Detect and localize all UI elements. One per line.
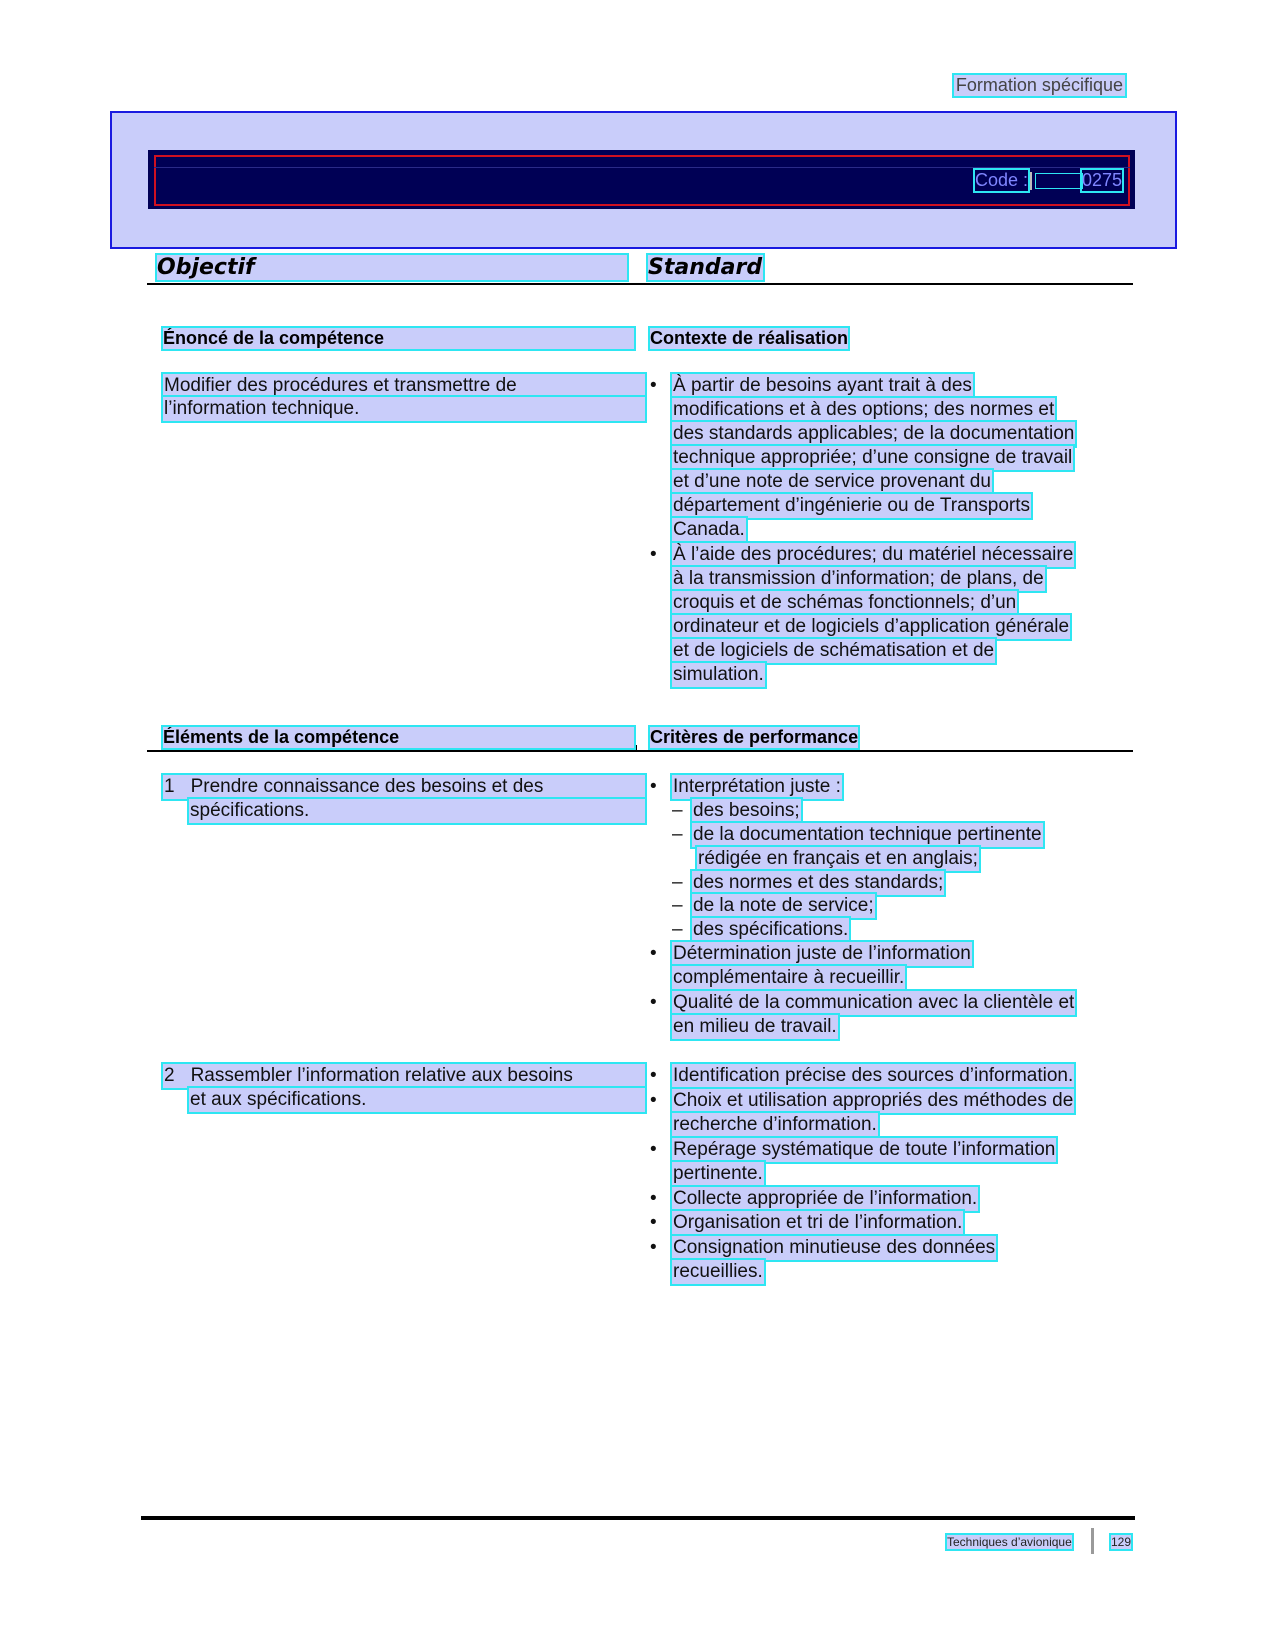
code-separator [1030, 172, 1032, 190]
bullet-icon: • [650, 1139, 657, 1160]
critere-line: Collecte appropriée de l’information. [673, 1188, 978, 1209]
contexte-line: simulation. [673, 664, 764, 685]
contexte-line: Canada. [673, 519, 745, 540]
standard-heading: Standard [648, 255, 763, 280]
critere-subline: de la documentation technique pertinente [693, 824, 1042, 845]
critere-line: recueillies. [673, 1261, 763, 1282]
code-label: Code : [975, 170, 1029, 190]
contexte-line: et de logiciels de schématisation et de [673, 640, 995, 661]
elements-title: Éléments de la compétence [163, 727, 634, 748]
contexte-title: Contexte de réalisation [650, 328, 849, 348]
code-value: 0275 [1082, 170, 1123, 190]
bullet-icon: • [650, 776, 657, 797]
critere-subline: des spécifications. [693, 919, 849, 940]
bullet-icon: • [650, 375, 657, 396]
footer-program: Techniques d’avionique [947, 1535, 1072, 1549]
contexte-line: à la transmission d’information; de plans, de [673, 568, 1044, 589]
dash-icon: – [672, 824, 683, 845]
bullet-icon: • [650, 1065, 657, 1086]
column-tick [636, 745, 637, 752]
dash-icon: – [672, 895, 683, 916]
critere-line: Organisation et tri de l’information. [673, 1212, 963, 1233]
critere-line: en milieu de travail. [673, 1016, 837, 1037]
element-item: 1 Prendre connaissance des besoins et des [163, 775, 645, 799]
contexte-line: À l’aide des procédures; du matériel nécessaire [673, 544, 1074, 565]
heading-rule [147, 283, 1133, 285]
bullet-icon: • [650, 1188, 657, 1209]
page-number: 129 [1111, 1535, 1132, 1549]
critere-subline: de la note de service; [693, 895, 874, 916]
critere-line: Détermination juste de l’information [673, 943, 971, 964]
dash-icon: – [672, 919, 683, 940]
critere-line: recherche d’information. [673, 1114, 877, 1135]
bullet-icon: • [650, 943, 657, 964]
critere-line: Choix et utilisation appropriés des méthodes de [673, 1090, 1074, 1111]
critere-line: pertinente. [673, 1163, 763, 1184]
critere-line: Consignation minutieuse des données [673, 1237, 996, 1258]
enonce-line: l’information technique. [163, 397, 645, 421]
critere-line: Interprétation juste : [673, 776, 841, 797]
code-gap [1036, 174, 1082, 188]
bullet-icon: • [650, 1212, 657, 1233]
bullet-icon: • [650, 544, 657, 565]
contexte-line: modifications et à des options; des normes et [673, 399, 1055, 420]
enonce-line: Modifier des procédures et transmettre de [163, 374, 645, 398]
contexte-line: des standards applicables; de la documentation [673, 423, 1075, 444]
element-item-line: et aux spécifications. [189, 1088, 645, 1112]
banner-divider [154, 167, 1130, 168]
critere-line: Repérage systématique de toute l’information [673, 1139, 1056, 1160]
contexte-line: département d’ingénierie ou de Transports [673, 495, 1031, 516]
formation-label: Formation spécifique [955, 75, 1123, 95]
footer-separator [1091, 1528, 1094, 1554]
contexte-line: technique appropriée; d’une consigne de travail [673, 447, 1073, 468]
objectif-heading: Objectif [157, 255, 627, 280]
element-item-line: spécifications. [189, 799, 645, 823]
dash-icon: – [672, 872, 683, 893]
critere-line: complémentaire à recueillir. [673, 967, 905, 988]
critere-subline: des besoins; [693, 800, 800, 821]
critere-line: Identification précise des sources d’information. [673, 1065, 1074, 1086]
criteres-title: Critères de performance [650, 727, 859, 747]
contexte-line: ordinateur et de logiciels d’application générale [673, 616, 1070, 637]
contexte-line: croquis et de schémas fonctionnels; d’un [673, 592, 1017, 613]
dash-icon: – [672, 800, 683, 821]
section-rule [147, 750, 1133, 752]
critere-subline: des normes et des standards; [693, 872, 944, 893]
element-item: 2 Rassembler l’information relative aux besoins [163, 1064, 645, 1088]
footer-rule [141, 1516, 1135, 1520]
critere-line: Qualité de la communication avec la clientèle et [673, 992, 1075, 1013]
contexte-line: À partir de besoins ayant trait à des [673, 375, 972, 396]
enonce-title: Énoncé de la compétence [163, 328, 634, 349]
critere-subline: rédigée en français et en anglais; [698, 848, 978, 869]
bullet-icon: • [650, 1237, 657, 1258]
bullet-icon: • [650, 1090, 657, 1111]
bullet-icon: • [650, 992, 657, 1013]
contexte-line: et d’une note de service provenant du [673, 471, 991, 492]
